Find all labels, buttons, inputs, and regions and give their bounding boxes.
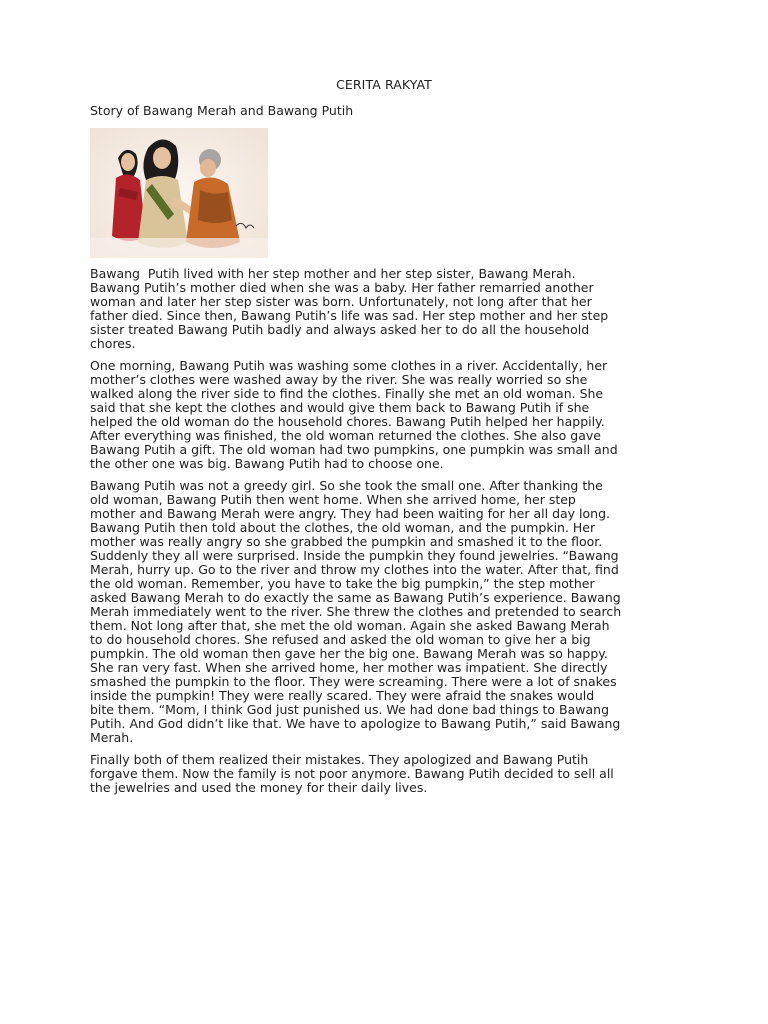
document-title: CERITA RAKYAT bbox=[336, 77, 432, 92]
story-illustration bbox=[90, 128, 268, 258]
paragraph-1: Bawang Putih lived with her step mother and her step sister, Bawang Merah. Bawang Putih’s mother died when she was a baby. Her father remarried another woman and later her step sister was born. Unfortunately, not long after that her father died. Since then, Bawang Putih’s life was sad. Her step mother and her step sister treated Bawang Putih badly and always asked her to do all the household chores. bbox=[90, 266, 609, 351]
story-body bbox=[90, 267, 690, 803]
paragraph-3: Bawang Putih was not a greedy girl. So she took the small one. After thanking the old woman, Bawang Putih then went home. When she arrived home, her step mother and Bawang Merah were angry. They had been waiting for her all day long. Bawang Putih then told about the clothes, the old woman, and the pumpkin. Her mother was really angry so she grabbed the pumpkin and smashed it to the floor. Suddenly they all were surprised. Inside the pumpkin they found jewelries. “Bawang Merah, hurry up. Go to the river and throw my clothes into the water. After that, find the old woman. Remember, you have to take the big pumpkin,” the step mother asked Bawang Merah to do exactly the same as Bawang Putih’s experience. Bawang Merah immediately went to the river. She threw the clothes and pretended to search them. Not long after that, she met the old woman. Again she asked Bawang Merah to do household chores. She refused and asked the old woman to give her a big pumpkin. The old woman then gave her the big one. Bawang Merah was so happy. She ran very fast. When she arrived home, her mother was impatient. She directly smashed the pumpkin to the floor. They were screaming. There were a lot of snakes inside the pumpkin! They were really scared. They were afraid the snakes would bite them. “Mom, I think God just punished us. We had done bad things to Bawang Putih. And God didn’t like that. We have to apologize to Bawang Putih,” said Bawang Merah. bbox=[90, 478, 622, 745]
paragraph-4: Finally both of them realized their mistakes. They apologized and Bawang Putih forgave them. Now the family is not poor anymore. Bawang Putih decided to sell all the jewelries and used the money for their daily lives. bbox=[90, 752, 614, 795]
story-illustration-icon bbox=[90, 128, 268, 258]
paragraph-2: One morning, Bawang Putih was washing some clothes in a river. Accidentally, her mother’s clothes were washed away by the river. She was really worried so she walked along the river side to find the clothes. Finally she met an old woman. She said that she kept the clothes and would give them back to Bawang Putih if she helped the old woman do the household chores. Bawang Putih helped her happily. After everything was finished, the old woman returned the clothes. She also gave Bawang Putih a gift. The old woman had two pumpkins, one pumpkin was small and the other one was big. Bawang Putih had to choose one. bbox=[90, 358, 618, 471]
story-subtitle: Story of Bawang Merah and Bawang Putih bbox=[90, 103, 354, 118]
